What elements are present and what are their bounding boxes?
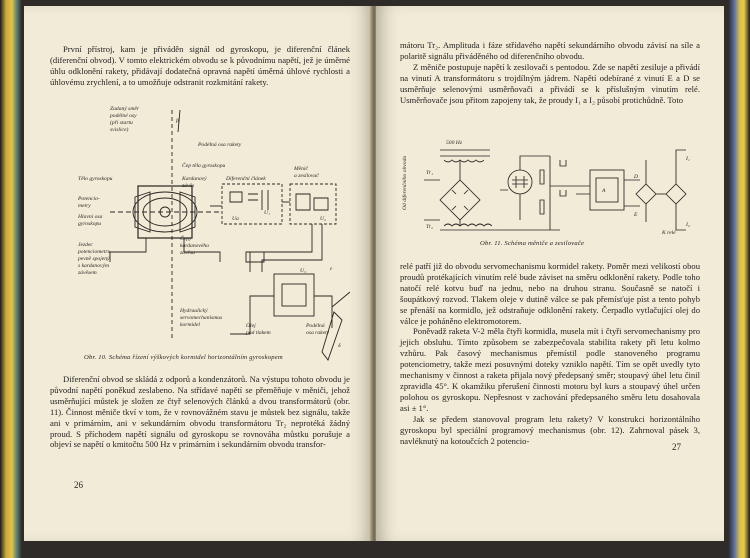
label-i2: I₂ <box>686 222 690 228</box>
label-e: E <box>634 212 638 218</box>
symbol-ua: Ua <box>232 216 239 222</box>
label-500hz: 500 Hz <box>446 140 463 146</box>
label-podelna-osa-2: Podélná <box>306 323 325 329</box>
label-zadany-smer-2: podélné osy <box>110 113 137 119</box>
label-zadany-smer-4: svislice) <box>110 127 129 133</box>
right-page <box>376 6 724 541</box>
label-cep-tela: Čep těla gyroskopu <box>182 163 226 169</box>
label-hydraulicky-3: kormidel <box>180 322 200 328</box>
label-telo-gyroskopu: Tělo gyroskopu <box>78 176 113 182</box>
book-edge-right <box>728 0 750 558</box>
label-potenciometry: Potencio- <box>78 196 100 202</box>
label-i1: I₁ <box>686 156 690 162</box>
label-tr1: Tr₁ <box>426 170 433 176</box>
left-paragraph-1: První přístroj, kam je přiváděn signál od gyroskopu, je diferenční článek (diferenční obvod). V tomto elektrickém obvodu se k původnímu napětí, jež je úměrné úhlu odklonění rakety, přidávají dodatečná opravná napětí úměrná úhlové rychlosti a úhlovému zrychlení, a to umožňuje odstranit rozkmitání rakety. <box>50 44 350 87</box>
right-paragraph-2: relé patří již do obvodu servomechanismu kormidel rakety. Poměr mezi velikostí obou proudů protékajících vinutím relé bude záviset na směru odklonění rakety. Podle toho natočí relé kotvu buď na jednu, nebo na druhou stranu. Současně se natočí i šoupátkový rozvod. Tlakem oleje v dutině válce se pak přemísťuje píst a tento pohyb se přenáší na kormidlo, jež odstraňuje odklonění rakety. Čerpadlo vytlačující olej do válce je poháněno elektromotorem. Poněvadž raketa V-2 měla čtyři kormidla, musela mít i čtyři servomechanismy pro jejich obsluhu. Tímto způsobem se zabezpečovala stabilita rakety při letu kolmo vzhůru. Pak časový mechanismus přemístil podle stanoveného programu potenciometry, takže mezi posuvnými doteky vzniklo napětí. Tím se opět uvedly tyto mechanismy v činnost a raketa přijala nový předepsaný směr; stoupavý úhel letu činil zpravidla 45°. K okamžiku přerušení činnosti motoru byl kurs a stoupavý úhel určen polohou os gyroskopu. Nepřesnost v zachování předepsaného směru letu dosahovala asi ± 1°. Jak se předem stanovoval program letu rakety? V konstrukci horizontálního gyroskopu byl speciální programový mechanismus (obr. 12). Zahrnoval pásek 3, navléknutý na kotoučcích 2 potencio- <box>400 261 700 446</box>
label-olej: Olej <box>246 323 256 329</box>
label-menic-2: a zesilovač <box>294 173 319 179</box>
page-number-left: 26 <box>74 480 83 490</box>
label-olej-2: pod tlakem <box>246 330 271 336</box>
symbol-u3: U₃ <box>300 268 306 274</box>
label-potenciometry-2: metry <box>78 203 91 209</box>
label-hydraulicky-2: servomechanismus <box>180 315 223 321</box>
figure-11-caption: Obr. 11. Schéma měniče a zesilovače <box>480 240 585 247</box>
label-zadany-smer-3: (při startu <box>110 120 133 126</box>
label-jezdec-5: závěsem <box>78 270 97 276</box>
label-a: A <box>602 188 606 194</box>
figure-10-caption: Obr. 10. Schéma řízení výškových kormidel horizontálním gyroskopem <box>84 354 283 361</box>
label-jezdec: Jezdec <box>78 242 93 248</box>
symbol-eps: ε <box>330 266 333 272</box>
label-kardanovy: Kardanový <box>182 176 207 182</box>
label-jezdec-4: s kardanovým <box>78 263 110 269</box>
symbol-u2: U₂ <box>320 216 326 222</box>
label-k-rele: K relé <box>662 230 676 236</box>
label-hlavni-osa-2: gyroskopu <box>78 221 102 227</box>
label-od-diferencniho-obvodu: Od diferenčního obvodu <box>402 155 408 210</box>
label-d: D <box>634 174 639 180</box>
page-number-right: 27 <box>672 442 681 452</box>
label-cepy-2: kardanového <box>180 243 209 249</box>
label-hlavni-osa: Hlavní osa <box>78 214 103 220</box>
label-diferencni-clanek: Diferenční článek <box>226 176 266 182</box>
book-edge-left <box>0 0 22 558</box>
label-tr2: Tr₂ <box>426 224 433 230</box>
figure-11-diagram <box>400 130 700 238</box>
label-kardanovy-2: závěs <box>182 183 195 189</box>
label-podelna-osa-2b: osa rakety <box>306 330 330 336</box>
label-hydraulicky: Hydraulický <box>180 308 208 314</box>
label-jezdec-3: pevně spojený <box>78 256 110 262</box>
label-podelna-osa: Podélná osa rakety <box>198 142 242 148</box>
label-zadany-smer: Zadaný směr <box>110 106 140 112</box>
right-paragraph-1: mátoru Tr₂. Amplituda i fáze střídavého napětí sekundárního obvodu závisí na síle a polaritě signálu přiváděného od diferenčního obvodu. Z měniče postupuje napětí k zesilovači s pentodou. Zde se napětí zesiluje a přivádí na vinutí A transformátoru s trojdílným jádrem. Napětí odebírané z vinutí E a D se usměrňuje selenovými usměrňovači a přivádí se k příslušným vinutím relé. Usměrňovače jsou přitom zapojeny tak, že proudy I₁ a I₂ působí protichůdně. Toto <box>400 40 700 105</box>
label-jezdec-2: potenciometru <box>78 249 111 255</box>
label-cepy-3: závěsu <box>180 250 195 256</box>
left-paragraph-2: Diferenční obvod se skládá z odporů a kondenzátorů. Na výstupu tohoto obvodu je původní napětí poněkud zeslabeno. Na střídavé napětí se přeměňuje v měniči, jehož usměrňující můstek je složen ze čtyř selenových článků a dvou transformátorů (obr. 11). Činnost měniče tkví v tom, že v rovnovážném stavu je můstek bez signálu, takže ani v primárním, ani v sekundárním obvodu transformátoru Tr₂ neprotéká žádný proud. S příchodem napětí signálu od gyroskopu se rovnováha můstku porušuje a objeví se napětí o kmitočtu 500 Hz v primárním i sekundárním obvodu transfor- <box>50 374 350 450</box>
symbol-u1: U₁ <box>264 210 270 216</box>
symbol-beta: β <box>176 118 179 124</box>
left-page <box>24 6 372 541</box>
symbol-delta: δ <box>338 343 341 349</box>
label-cepy: Čepy <box>180 236 192 242</box>
figure-10-diagram <box>50 102 350 372</box>
label-menic: Měnič <box>294 166 308 172</box>
